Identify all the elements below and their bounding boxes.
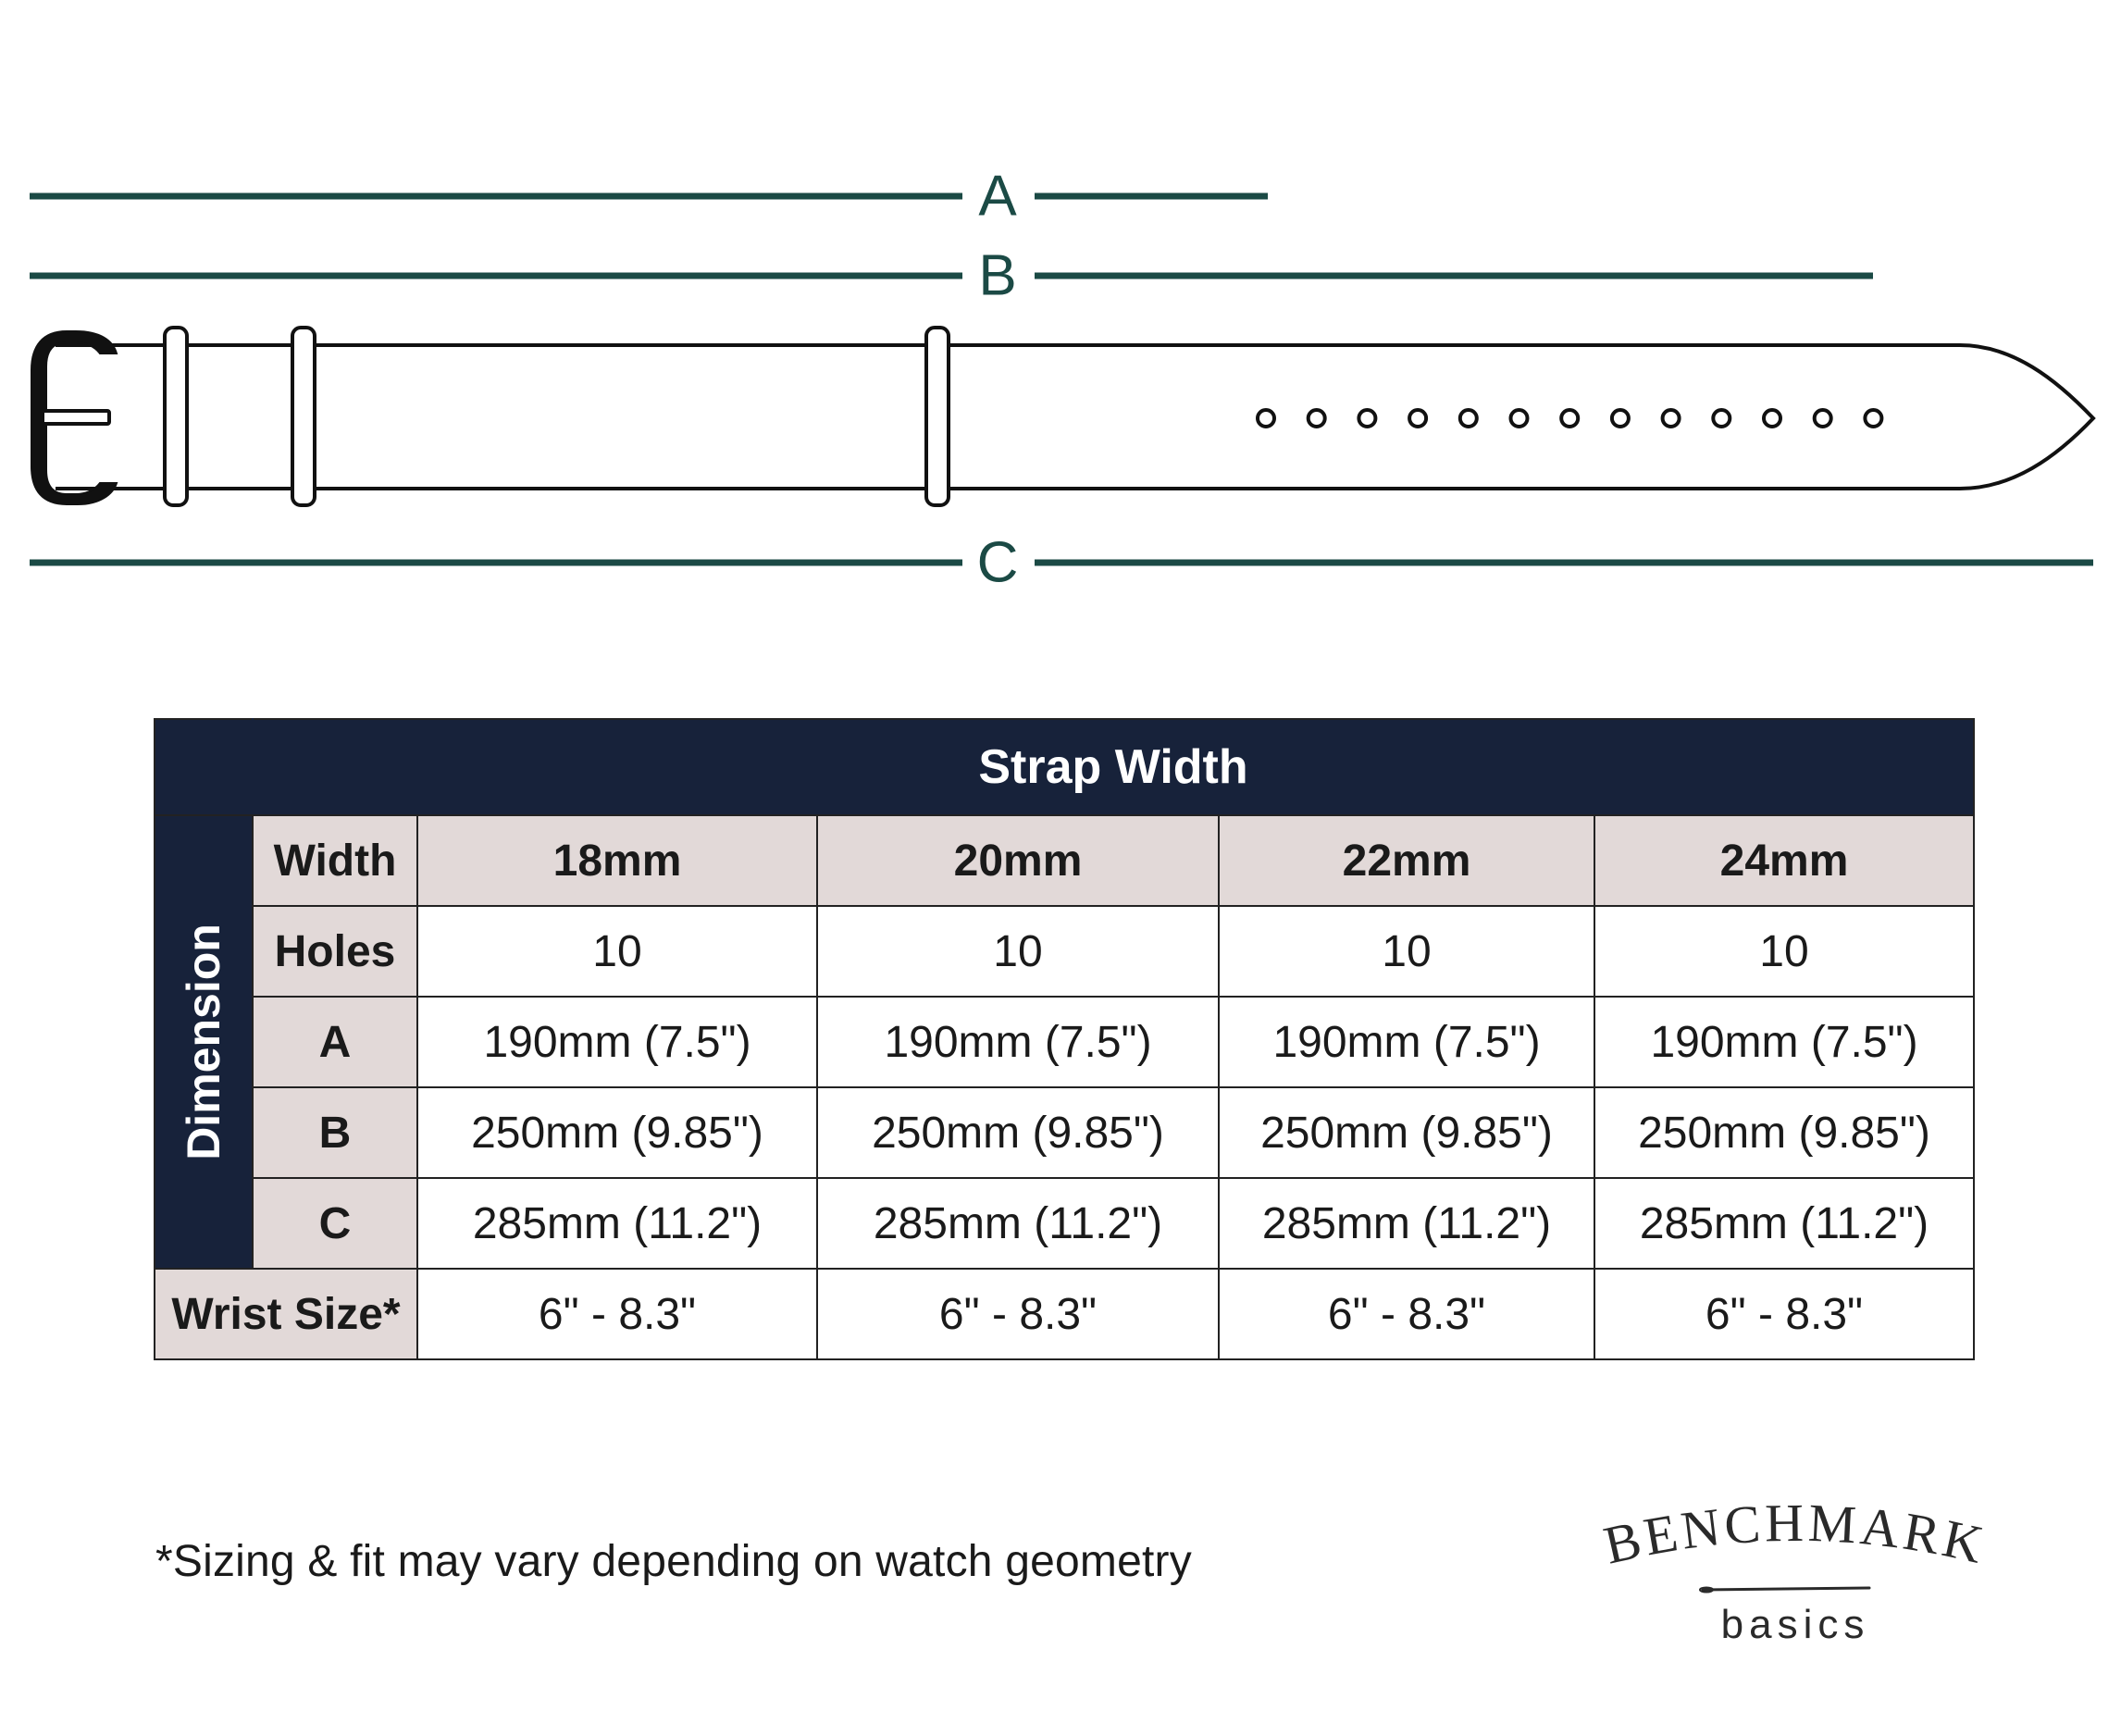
strap-hole [1713,410,1730,427]
brand-sub: basics [1720,1602,1870,1647]
buckle-prong [43,411,109,424]
strap-hole [1663,410,1680,427]
strap-body-outline [56,345,2093,489]
table-row [155,815,1974,906]
sizing-footnote: *Sizing & fit may vary depending on watch geometry [155,1537,1192,1586]
table-cell: 10 [1219,906,1594,997]
table-row [155,906,1974,997]
keeper-3 [926,328,949,505]
strap-hole [1764,410,1780,427]
table-header-row [155,719,1974,815]
strap-hole [1865,410,1881,427]
table-cell: 250mm (9.85") [1594,1087,1974,1178]
dimension-side-cell [155,815,253,1269]
strap-hole [1358,410,1375,427]
table-row-wrist [155,1269,1974,1359]
dimension-a [30,165,1268,229]
table-row [155,1178,1974,1269]
keeper-2 [292,328,315,505]
row-label-b: B [253,1087,417,1178]
table-cell: 10 [1594,906,1974,997]
dimension-c-label: C [976,530,1019,595]
dimension-c [30,531,2093,595]
dimension-a-label: A [978,164,1017,229]
width-18mm: 18mm [417,815,817,906]
strap-hole [1460,410,1477,427]
table-row [155,1087,1974,1178]
strap-hole [1409,410,1426,427]
row-label-c: C [253,1178,417,1269]
strap-hole [1815,410,1831,427]
table-cell: 250mm (9.85") [417,1087,817,1178]
table-cell: 285mm (11.2") [1594,1178,1974,1269]
strap-illustration [31,328,2093,505]
table-cell: 6" - 8.3" [1219,1269,1594,1359]
row-label-a: A [253,997,417,1087]
strap-holes [1258,410,1881,427]
table-cell: 10 [817,906,1219,997]
dimension-side-label: Dimension [178,924,229,1160]
table-cell: 190mm (7.5") [1594,997,1974,1087]
row-label-wrist-size: Wrist Size* [155,1269,417,1359]
strap-hole [1309,410,1325,427]
size-table [154,718,1975,1360]
table-cell: 285mm (11.2") [417,1178,817,1269]
table-cell: 6" - 8.3" [817,1269,1219,1359]
width-24mm: 24mm [1594,815,1974,906]
table-cell: 10 [417,906,817,997]
table-cell: 250mm (9.85") [817,1087,1219,1178]
table-row [155,997,1974,1087]
table-cell: 285mm (11.2") [817,1178,1219,1269]
strap-hole [1612,410,1629,427]
keeper-1 [165,328,187,505]
table-cell: 190mm (7.5") [417,997,817,1087]
table-cell: 190mm (7.5") [1219,997,1594,1087]
table-cell: 6" - 8.3" [417,1269,817,1359]
dimension-b-label: B [978,243,1017,308]
table-cell: 6" - 8.3" [1594,1269,1974,1359]
table-cell: 190mm (7.5") [817,997,1219,1087]
width-22mm: 22mm [1219,815,1594,906]
strap-hole [1561,410,1578,427]
dimension-b [30,244,1873,308]
table-corner [155,719,253,815]
strap-diagram [0,0,2121,648]
brand-logo [1592,1481,1999,1656]
table-cell: 285mm (11.2") [1219,1178,1594,1269]
strap-hole [1511,410,1528,427]
needle-icon [1700,1588,1869,1593]
strap-hole [1258,410,1274,427]
width-20mm: 20mm [817,815,1219,906]
strap-width-header: Strap Width [253,719,1974,815]
brand-name: BENCHMARK [1598,1492,1992,1576]
row-label-holes: Holes [253,906,417,997]
row-label-width: Width [253,815,417,906]
table-cell: 250mm (9.85") [1219,1087,1594,1178]
